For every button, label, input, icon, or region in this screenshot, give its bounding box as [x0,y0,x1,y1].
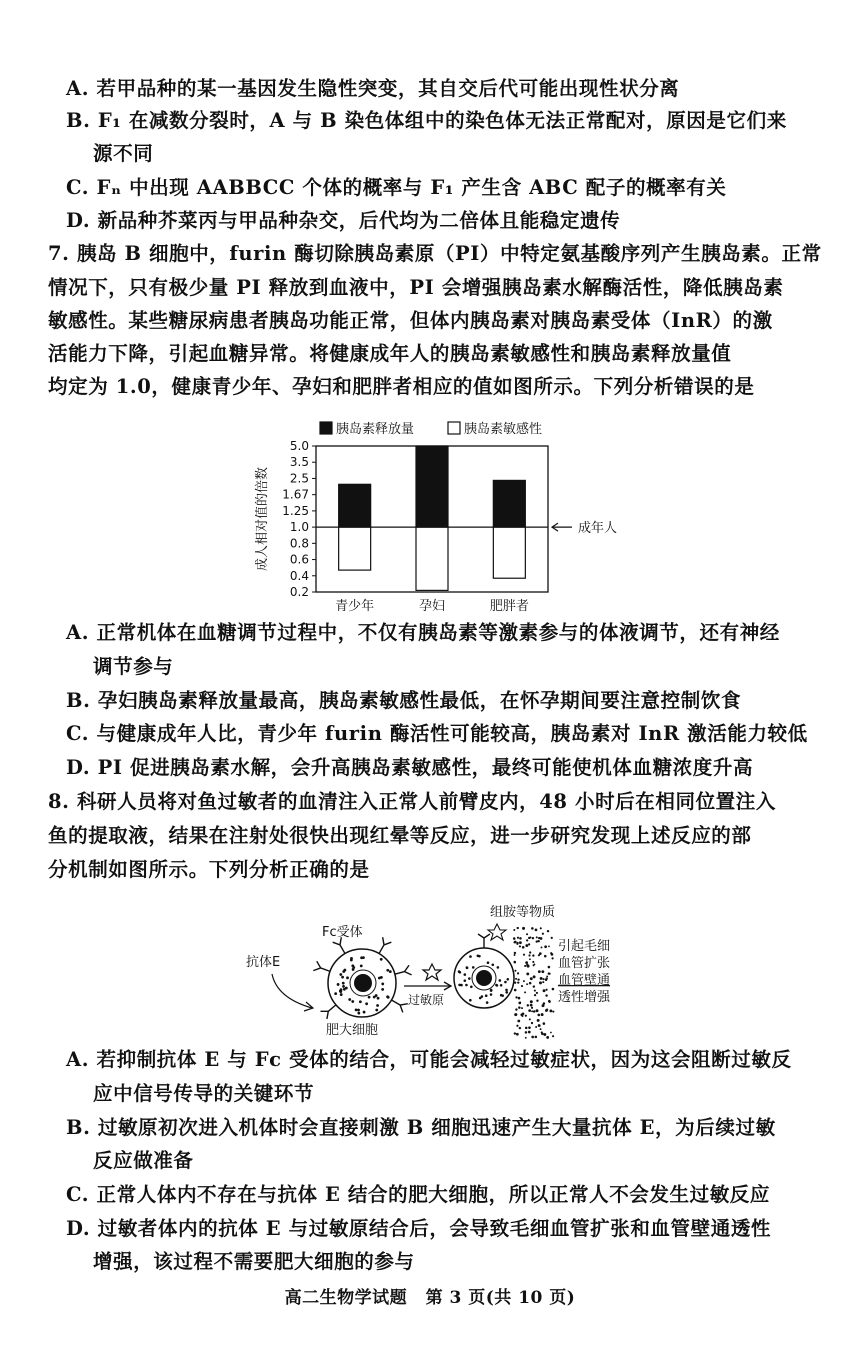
y-tick-label: 0.2 [289,585,309,599]
effect-label-line4: 透性增强 [558,990,611,1005]
q7-stem-line: 活能力下降，引起血糖异常。将健康成年人的胰岛素敏感性和胰岛素释放量值 [48,342,732,365]
q7-option-a-cont: 调节参与 [93,655,174,678]
q8-option-a: A. 若抑制抗体 E 与 Fc 受体的结合，可能会减轻过敏症状，因为这会阻断过敏反 [66,1048,792,1071]
q8-option-c: C. 正常人体内不存在与抗体 E 结合的肥大细胞，所以正常人不会发生过敏反应 [66,1183,770,1206]
q7-stem-line: 情况下，只有极少量 PI 释放到血液中，PI 会增强胰岛素水解酶活性，降低胰岛素 [48,276,784,299]
y-axis-label: 成人相对值的倍数 [255,466,270,572]
fc-receptor-antibody [391,1000,407,1012]
effect-label-line3: 血管壁通 [558,973,611,988]
bar-insulin-release [493,480,525,527]
fc-receptor-label: Fc受体 [322,925,363,940]
q8-option-d: D. 过敏者体内的抗体 E 与过敏原结合后，会导致毛细血管扩张和血管壁通透性 [66,1217,772,1240]
fc-receptor-antibody [320,1005,335,1019]
y-tick-label: 2.5 [289,471,309,486]
allergen-label: 过敏原 [408,993,445,1007]
y-tick-label: 0.8 [289,536,309,551]
q8-option-b: B. 过敏原初次进入机体时会直接刺激 B 细胞迅速产生大量抗体 E，为后续过敏 [66,1116,776,1139]
x-axis-ticks [335,598,529,614]
allergy-mechanism-diagram [232,898,652,1044]
x-tick-label: 孕妇 [418,599,446,614]
q8-stem-line: 8. 科研人员将对鱼过敏者的血清注入正常人前臂皮内，48 小时后在相同位置注入 [48,790,776,813]
histamine-label: 组胺等物质 [490,905,556,920]
q6-option-c: C. Fₙ 中出现 AABBCC 个体的概率与 F₁ 产生含 ABC 配子的概率有关 [66,176,727,199]
bar-insulin-sensitivity [493,527,525,578]
chart-bars [339,446,526,590]
q7-option-b: B. 孕妇胰岛素释放量最高，胰岛素敏感性最低，在怀孕期间要注意控制饮食 [66,689,742,712]
fc-receptor-antibody [379,937,391,953]
effect-label-line2: 血管扩张 [558,956,611,971]
bar-insulin-sensitivity [416,527,448,590]
legend-swatch [448,422,460,434]
q8-option-a-cont: 应中信号传导的关键环节 [93,1082,315,1105]
q7-option-d: D. PI 促进胰岛素水解，会升高胰岛素敏感性，最终可能使机体血糖浓度升高 [66,756,754,779]
baseline-annotation [552,520,617,536]
y-tick-label: 0.6 [289,552,309,567]
y-tick-label: 1.67 [282,487,309,502]
chart-legend [320,421,542,437]
insulin-bar-chart [250,412,650,622]
q7-stem-line: 敏感性。某些糖尿病患者胰岛功能正常，但体内胰岛素对胰岛素受体（InR）的激 [48,309,773,332]
y-tick-label: 5.0 [289,439,309,453]
q8-stem-line: 分机制如图所示。下列分析正确的是 [48,858,370,881]
y-tick-label: 1.25 [282,503,309,518]
mast-cell-left [313,937,411,1019]
bar-insulin-release [416,446,448,527]
released-histamine-dots [513,927,554,1039]
mast-cell-label: 肥大细胞 [326,1023,379,1038]
legend-label: 胰岛素释放量 [336,422,415,437]
effect-label-line1: 引起毛细 [558,939,611,954]
q8-option-b-cont: 反应做准备 [93,1149,194,1172]
x-tick-label: 青少年 [335,599,375,614]
y-tick-label: 0.4 [289,568,309,583]
x-tick-label: 肥胖者 [489,599,529,614]
antibody-arrow [272,974,312,1008]
legend-label: 胰岛素敏感性 [464,422,543,437]
page-footer [0,1283,860,1308]
q6-option-d: D. 新品种芥菜丙与甲品种杂交，后代均为二倍体且能稳定遗传 [66,209,621,232]
y-tick-label: 3.5 [289,455,309,470]
mast-cell-right [454,924,514,1008]
bar-insulin-release [339,484,371,527]
q8-stem-line: 鱼的提取液，结果在注射处很快出现红晕等反应，进一步研究发现上述反应的部 [48,824,752,847]
baseline-label: 成年人 [578,521,618,537]
q6-option-b: B. F₁ 在减数分裂时，A 与 B 染色体组中的染色体无法正常配对，原因是它们来 [66,109,787,132]
antibody-e-label: 抗体E [246,955,281,970]
q7-option-c: C. 与健康成年人比，青少年 furin 酶活性可能较高，胰岛素对 InR 激活能力较低 [66,722,808,745]
q8-option-d-cont: 增强，该过程不需要肥大细胞的参与 [93,1250,415,1273]
q7-stem-line: 7. 胰岛 B 细胞中，furin 酶切除胰岛素原（PI）中特定氨基酸序列产生胰岛素。正常 [48,242,822,265]
q7-option-a: A. 正常机体在血糖调节过程中，不仅有胰岛素等激素参与的体液调节，还有神经 [66,621,780,644]
fc-receptor-antibody [313,961,330,971]
footer-subject: 高二生物学试题 [284,1288,408,1308]
q7-stem-line: 均定为 1.0，健康青少年、孕妇和肥胖者相应的值如图所示。下列分析错误的是 [48,375,755,398]
footer-page-number: 第 3 页(共 10 页) [425,1288,576,1308]
allergen-icon [423,964,441,980]
q6-option-a: A. 若甲品种的某一基因发生隐性突变，其自交后代可能出现性状分离 [66,77,680,100]
legend-swatch [320,422,332,434]
y-axis-ticks [282,439,316,599]
bar-insulin-sensitivity [339,527,371,570]
fc-receptor-antibody [395,965,412,975]
y-tick-label: 1.0 [289,520,309,535]
q6-option-b-cont: 源不同 [93,142,154,165]
